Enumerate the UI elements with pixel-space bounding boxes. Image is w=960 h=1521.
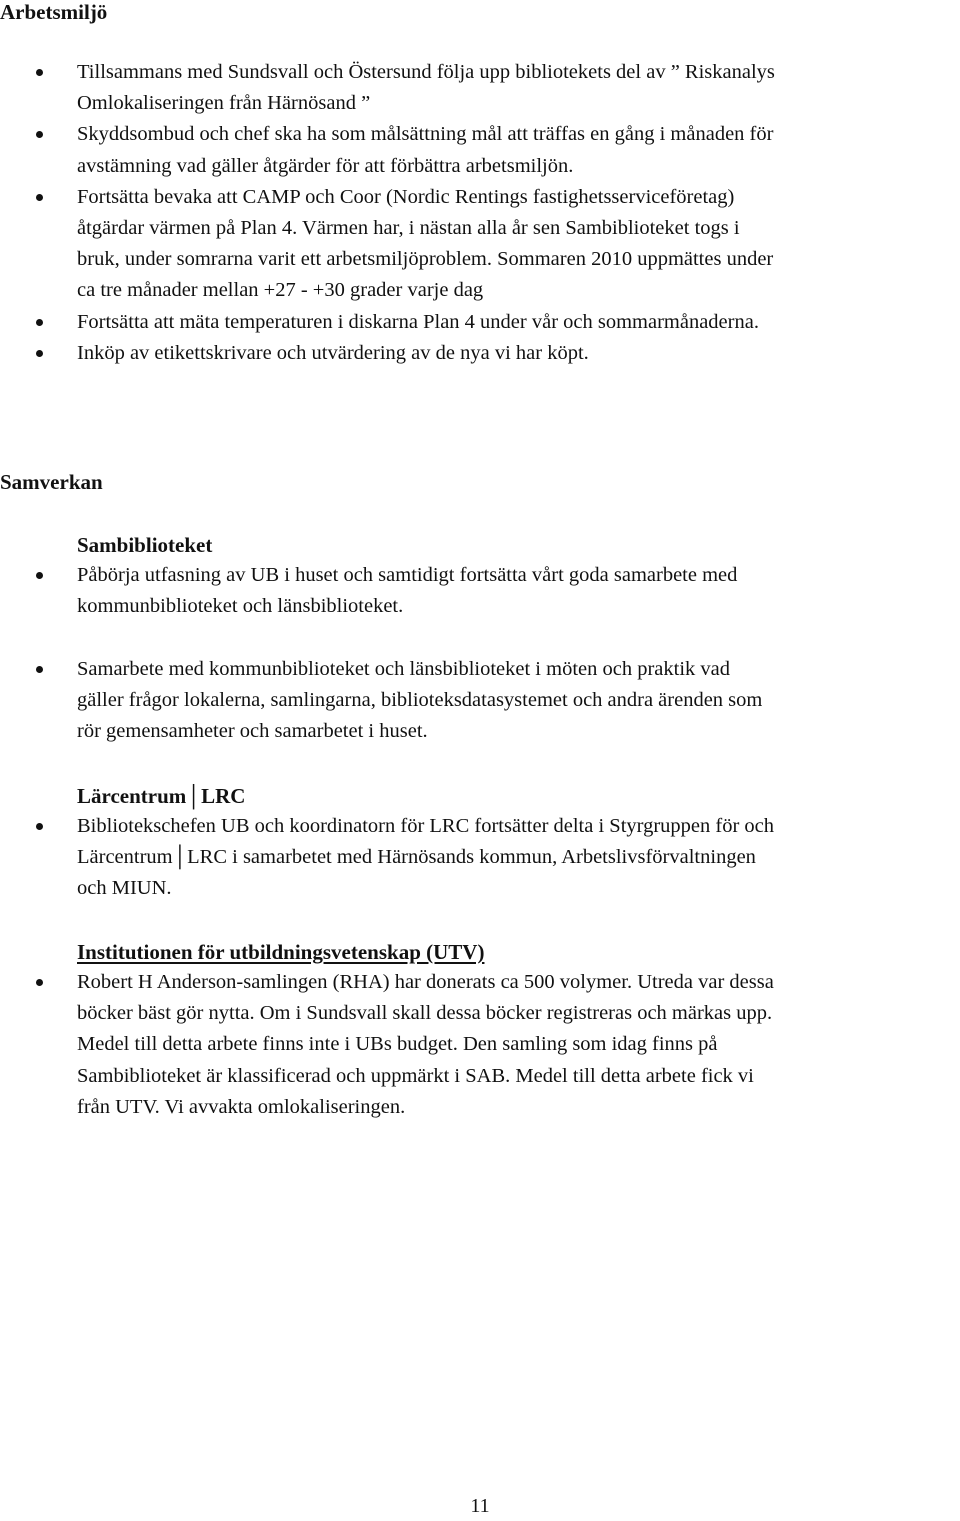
text-line: Sambiblioteket är klassificerad och uppmärkt i SAB. Medel till detta arbete fick vi [77, 1064, 754, 1087]
text-line: åtgärdar värmen på Plan 4. Värmen har, i nästan alla år sen Sambiblioteket togs i [77, 217, 740, 240]
text-line: Inköp av etikettskrivare och utvärdering av de nya vi har köpt. [77, 341, 589, 364]
text-line: böcker bäst gör nytta. Om i Sundsvall skall dessa böcker registreras och märkas upp. [77, 1002, 773, 1025]
text-line: Fortsätta att mäta temperaturen i diskarna Plan 4 under vår och sommarmånaderna. [77, 310, 759, 333]
text-line: Omlokaliseringen från Härnösand ” [77, 92, 371, 115]
text-line: Samarbete med kommunbiblioteket och länsbiblioteket i möten och praktik vad [77, 658, 730, 680]
text-line: ca tre månader mellan +27 - +30 grader varje dag [77, 279, 484, 302]
utv-list [0, 967, 960, 1123]
bullet-icon [36, 319, 43, 326]
bullet-icon [36, 823, 43, 830]
text-line: Skyddsombud och chef ska ha som målsättning mål att träffas en gång i månaden för [77, 123, 774, 146]
text-line: och MIUN. [77, 877, 172, 900]
arbetsmiljo-list [0, 57, 960, 369]
bullet-icon [36, 572, 43, 579]
bullet-icon [36, 131, 43, 138]
subheading-larcentrum: Lärcentrum│LRC [77, 784, 246, 808]
text-line: gäller frågor lokalerna, samlingarna, biblioteksdatasystemet och andra ärenden som [77, 689, 763, 712]
bullet-icon [36, 979, 43, 986]
larcentrum-list [0, 811, 960, 905]
heading-samverkan: Samverkan [0, 470, 103, 494]
page-number: 11 [470, 1495, 490, 1517]
list-item [0, 307, 960, 338]
sambiblioteket-list [0, 560, 960, 622]
bullet-icon [36, 666, 43, 673]
text-line: Fortsätta bevaka att CAMP och Coor (Nordic Rentings fastighetsserviceföretag) [77, 185, 735, 208]
text-line: rör gemensamheter och samarbetet i huset. [77, 720, 428, 743]
text-line: Medel till detta arbete finns inte i UBs budget. Den samling som idag finns på [77, 1033, 718, 1056]
sambiblioteket-list-2 [0, 654, 960, 748]
heading-arbetsmiljo: Arbetsmiljö [0, 0, 108, 24]
text-line: Påbörja utfasning av UB i huset och samtidigt fortsätta vårt goda samarbete med [77, 564, 738, 586]
subheading-sambiblioteket: Sambiblioteket [77, 533, 213, 557]
text-line: från UTV. Vi avvakta omlokaliseringen. [77, 1095, 406, 1118]
list-item [0, 654, 960, 748]
text-line: Robert H Anderson-samlingen (RHA) har donerats ca 500 volymer. Utreda var dessa [77, 971, 774, 993]
bullet-icon [36, 69, 43, 76]
bullet-icon [36, 194, 43, 201]
subheading-utv: Institutionen för utbildningsvetenskap (UTV) [77, 940, 485, 964]
list-item [0, 967, 960, 1123]
list-item [0, 811, 960, 905]
text-line: bruk, under somrarna varit ett arbetsmiljöproblem. Sommaren 2010 uppmättes under [77, 248, 774, 271]
list-item [0, 182, 960, 307]
text-line: Bibliotekschefen UB och koordinatorn för LRC fortsätter delta i Styrgruppen för och [77, 815, 775, 837]
text-line: avstämning vad gäller åtgärder för att förbättra arbetsmiljön. [77, 154, 574, 177]
list-item [0, 57, 960, 119]
text-line: Tillsammans med Sundsvall och Östersund följa upp bibliotekets del av ” Riskanalys [77, 61, 775, 83]
list-item [0, 119, 960, 181]
bullet-icon [36, 350, 43, 357]
text-line: kommunbiblioteket och länsbiblioteket. [77, 595, 404, 618]
list-item [0, 338, 960, 369]
text-line: Lärcentrum│LRC i samarbetet med Härnösands kommun, Arbetslivsförvaltningen [77, 846, 756, 869]
list-item [0, 560, 960, 622]
